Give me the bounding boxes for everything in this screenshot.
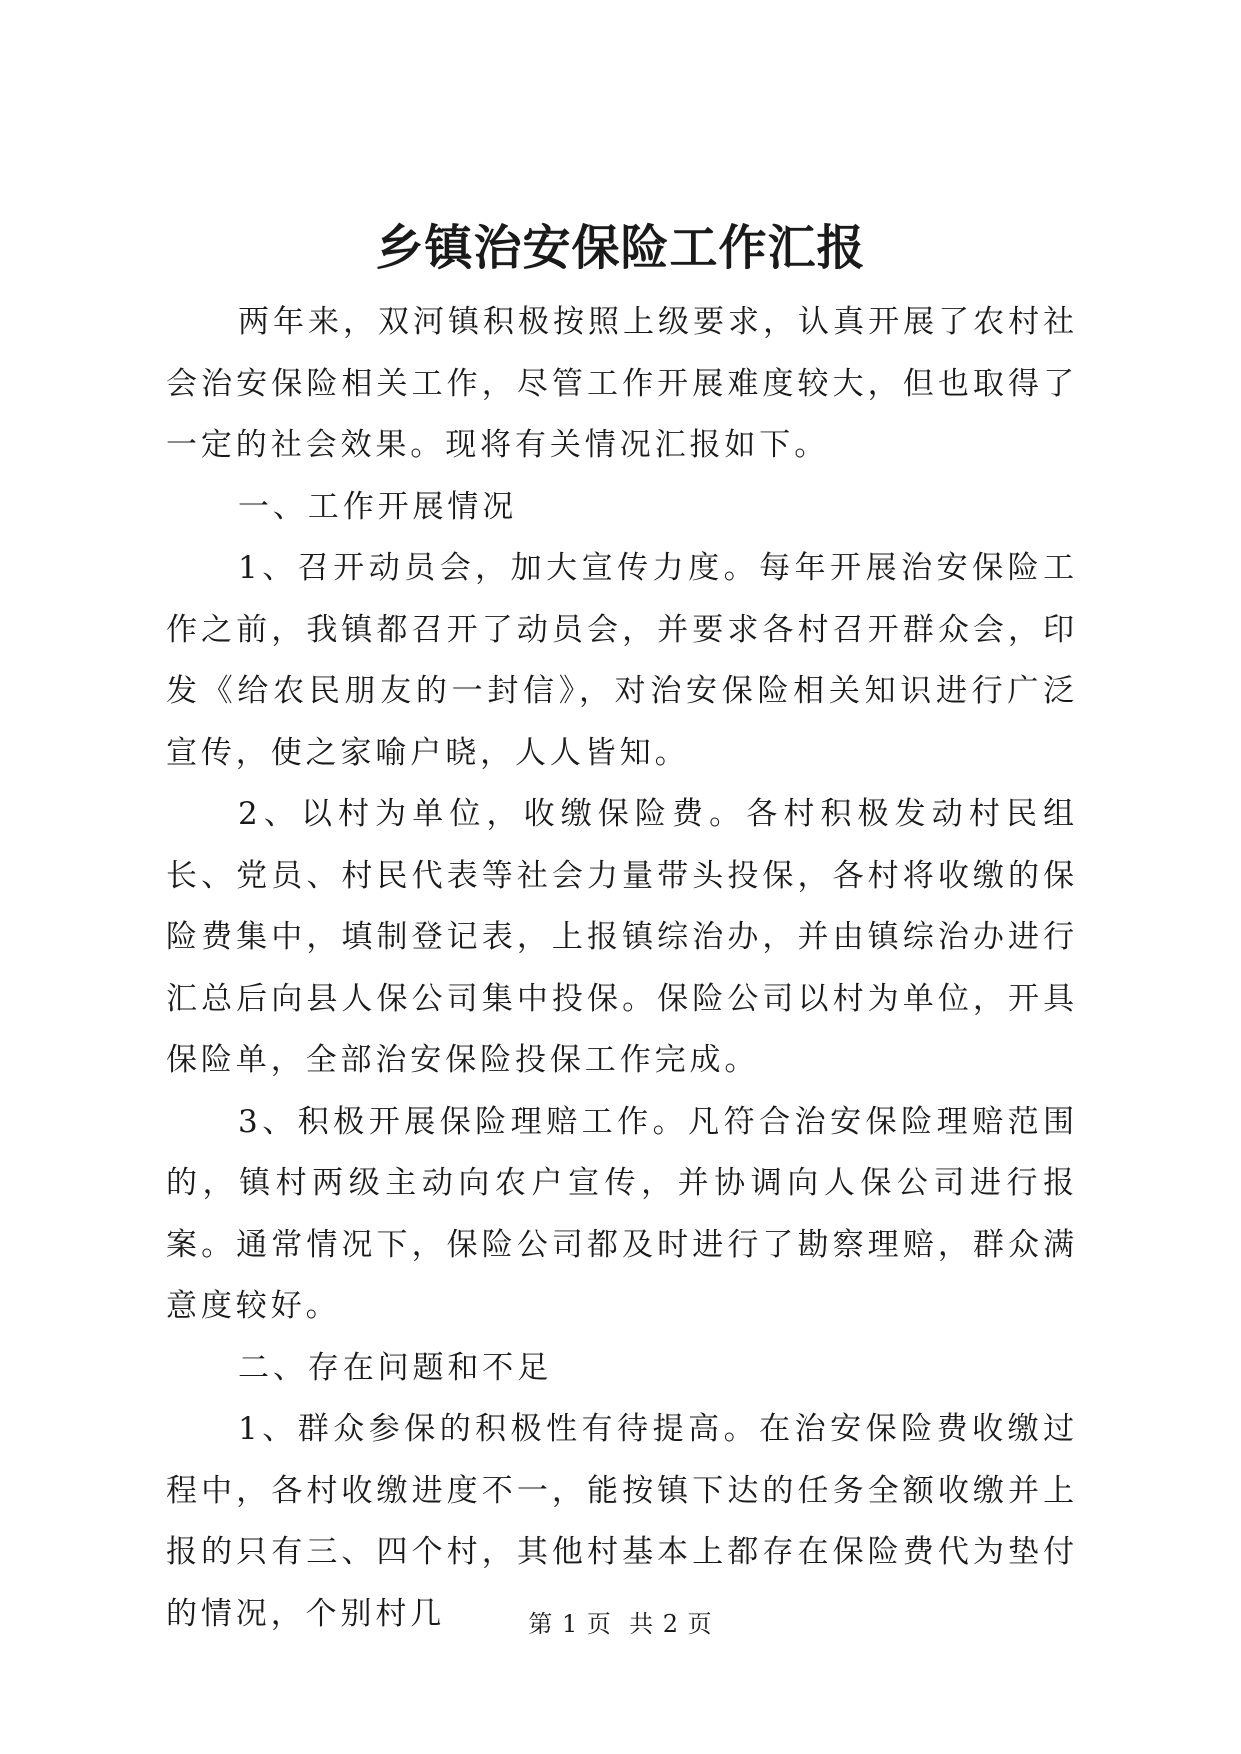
paragraph-item-1-2: 2、以村为单位，收缴保险费。各村积极发动村民组长、党员、村民代表等社会力量带头投保，各村将收缴的保险费集中，填制登记表，上报镇综治办，并由镇综治办进行汇总后向县人保公司集中投保。保险公司以村为单位，开具保险单，全部治安保险投保工作完成。: [166, 796, 1078, 1078]
paragraph-item-2-1: 1、群众参保的积极性有待提高。在治安保险费收缴过程中，各村收缴进度不一，能按镇下达的任务全额收缴并上报的只有三、四个村，其他村基本上都存在保险费代为垫付的情况，个别村几: [166, 1411, 1078, 1632]
document-title: 乡镇治安保险工作汇报: [375, 220, 866, 276]
document-body: [166, 292, 1078, 1645]
paragraph-item-1-1: 1、召开动员会，加大宣传力度。每年开展治安保险工作之前，我镇都召开了动员会，并要求各村召开群众会，印发《给农民朋友的一封信》，对治安保险相关知识进行广泛宣传，使之家喻户晓，人人皆知。: [166, 550, 1078, 771]
paragraph-item-1-3: 3、积极开展保险理赔工作。凡符合治安保险理赔范围的，镇村两级主动向农户宣传，并协调向人保公司进行报案。通常情况下，保险公司都及时进行了勘察理赔，群众满意度较好。: [166, 1103, 1078, 1324]
section-heading-1: 一、工作开展情况: [238, 488, 518, 525]
paragraph-intro: 两年来，双河镇积极按照上级要求，认真开展了农村社会治安保险相关工作，尽管工作开展难度较大，但也取得了一定的社会效果。现将有关情况汇报如下。: [166, 304, 1078, 463]
section-heading-2: 二、存在问题和不足: [238, 1349, 553, 1386]
page-number-footer: 第 1 页 共 2 页: [528, 1610, 713, 1638]
